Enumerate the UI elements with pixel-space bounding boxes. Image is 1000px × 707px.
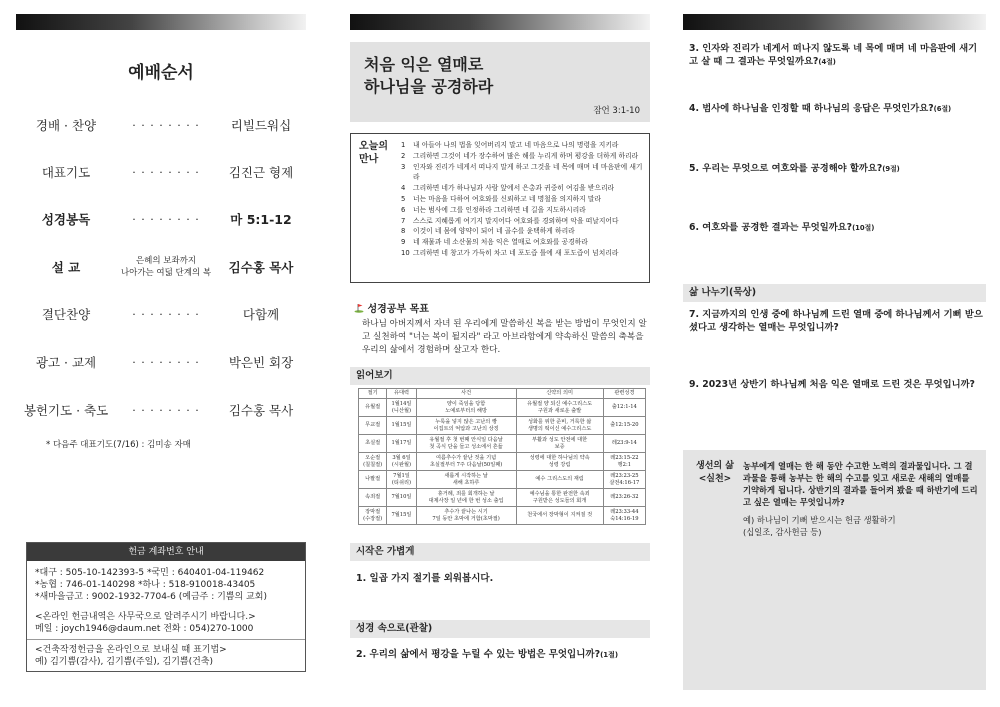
order-dots: · · · · · · · ·: [132, 118, 200, 132]
study-goal-title: [354, 300, 429, 315]
question-1: 1. 일곱 가지 절기를 외워봅시다.: [356, 573, 494, 584]
order-dots: · · · · · · · ·: [132, 165, 200, 179]
verse-row: 4 그리하면 네가 하나님과 사람 앞에서 은총과 귀중히 여김을 받으리라: [401, 184, 615, 193]
practice-box: [683, 450, 986, 690]
golf-flag-icon: [354, 303, 364, 313]
table-cell: 장막절 (수장절): [359, 507, 387, 525]
table-cell: 오순절 (칠칠절): [359, 453, 387, 471]
practice-example: 예) 하나님이 기뻐 받으시는 헌금 생활하기 (십일조, 감사헌금 등): [743, 515, 896, 537]
order-person: 김수홍 목사: [228, 260, 294, 275]
table-cell: 나팔절: [359, 471, 387, 489]
table-cell: 출12:15-20: [603, 417, 645, 435]
verse-row: 6 너는 범사에 그를 인정하라 그리하면 네 길을 지도하시리라: [401, 205, 586, 214]
verse-row: 3 인자와 진리가 네게서 떠나지 말게 하고 그것을 네 목에 매며 네 마음판에 새기라: [401, 162, 643, 182]
order-item: 성경봉독: [41, 212, 91, 227]
table-cell: 예수님을 통한 완전한 속죄 구원받은 성도들의 회개: [516, 489, 603, 507]
order-row-praise: [16, 110, 306, 140]
table-header-cell: 절기: [359, 389, 387, 399]
table-cell: 초실절: [359, 435, 387, 453]
order-row-announcements: [16, 347, 306, 377]
building-offering-note: <건축작정헌금을 온라인으로 보내실 때 표기법>: [35, 645, 227, 655]
question-4: 4. 범사에 하나님을 인정할 때 하나님의 응답은 무엇인가요?(6절): [689, 103, 952, 114]
order-person: 박은빈 회장: [228, 355, 294, 370]
table-cell: 속죄절: [359, 489, 387, 507]
sermon-title-line2: 하나님을 공경하라: [364, 77, 494, 96]
table-row: [359, 417, 646, 435]
sermon-title-box: [350, 42, 650, 122]
header-gradient-bar: [683, 14, 986, 30]
verse-row: 8 이것이 네 몸에 양약이 되어 네 골수를 윤택하게 하리라: [401, 227, 575, 236]
header-gradient-bar: [350, 14, 650, 30]
table-cell: 1월15일: [387, 417, 416, 435]
verse-row: 7 스스로 지혜롭게 여기지 말지어다 여호와를 경외하며 악을 떠날지어다: [401, 216, 619, 225]
order-item: 경배 · 찬양: [35, 118, 97, 133]
online-offering-note: <온라인 헌금내역은 사무국으로 알려주시기 바랍니다.>: [35, 612, 256, 622]
order-dots: · · · · · · · ·: [132, 307, 200, 321]
table-cell: 7월10일: [387, 489, 416, 507]
table-row: [359, 507, 646, 525]
daily-manna-box: [350, 133, 650, 283]
order-person: 다함께: [242, 307, 280, 322]
account-line: *새마을금고 : 9002-1932-7704-6 (예금주 : 기쁨의 교회): [35, 592, 267, 602]
verse-row: 1 내 아들아 나의 법을 잊어버리지 말고 네 마음으로 나의 명령을 지키라: [401, 141, 619, 149]
table-row: [359, 399, 646, 417]
verse-row: 2 그리하면 그것이 네가 장수하여 많은 해를 누리게 하며 평강을 더하게 하리라: [401, 151, 639, 160]
table-header-cell: 신약의 의미: [516, 389, 603, 399]
header-gradient-bar: [16, 14, 306, 30]
table-cell: 추수가 끝나는 시기 7일 동안 초막에 거함(초막절): [416, 507, 516, 525]
sermon-title-line1: 처음 익은 열매로: [364, 55, 484, 74]
table-cell: 3월 6일 (시완월): [387, 453, 416, 471]
table-header-cell: 관련성경: [603, 389, 645, 399]
question-3: 3. 인자와 진리가 네게서 떠나지 않도록 네 목에 매며 네 마음판에 새기고 살 때 그 결과는 무엇일까요?(4절): [689, 43, 978, 67]
table-cell: 1월14일 (니산월): [387, 399, 416, 417]
table-cell: 양이 죽임을 당함 노예로부터의 해방: [416, 399, 516, 417]
observation-section-header: 성경 속으로(관찰): [350, 620, 650, 638]
study-column: [350, 0, 650, 707]
order-row-response: [16, 299, 306, 329]
study-goal-label: 성경공부 목표: [367, 304, 429, 315]
worship-order-column: [16, 0, 306, 707]
table-cell: 레23:15-22 행2:1: [603, 453, 645, 471]
offering-account-header: 헌금 계좌번호 안내: [27, 543, 305, 561]
table-header-row: [359, 389, 646, 399]
order-dots: · · · · · · · ·: [132, 403, 200, 417]
verse-row: 9 네 재물과 네 소산물의 처음 익은 열매로 여호와를 공경하라: [401, 238, 588, 247]
feasts-table: [358, 388, 646, 525]
next-week-note: * 다음주 대표기도(7/16) : 김미송 자매: [46, 440, 191, 450]
table-cell: 휴거례, 죄를 회개하는 날 대제사장 일 년에 한 번 성소 출입: [416, 489, 516, 507]
order-item: 설 교: [51, 260, 81, 275]
reading-section-header: 읽어보기: [350, 367, 650, 385]
table-cell: 유월절: [359, 399, 387, 417]
table-cell: 7월1일 (티쉬리): [387, 471, 416, 489]
order-person: 리빌드워십: [230, 118, 292, 133]
order-row-sermon: [16, 252, 306, 282]
table-cell: 누룩을 넣지 않은 고난의 빵 이집트의 억압과 고난의 상징: [416, 417, 516, 435]
table-header-cell: 사건: [416, 389, 516, 399]
contact-line: 메일 : joych1946@daum.net 전화 : 054)270-1000: [35, 624, 254, 634]
table-cell: 무교절: [359, 417, 387, 435]
account-line: *농협 : 746-01-140298 *하나 : 518-910018-43405: [35, 580, 256, 590]
order-person: 김수홍 목사: [228, 403, 294, 418]
table-cell: 유월절 후 첫 번째 안식일 다음날 첫 곡식 단을 들고 성소에서 흔듦: [416, 435, 516, 453]
daily-manna-label: 오늘의 만나: [359, 141, 388, 165]
order-row-offering: [16, 395, 306, 425]
table-row: [359, 489, 646, 507]
table-cell: 부활과 성도 안전에 대한 보증: [516, 435, 603, 453]
order-person: 김진근 형제: [228, 165, 294, 180]
order-dots: · · · · · · · ·: [132, 355, 200, 369]
worship-order-title: 예배순서: [128, 63, 194, 83]
table-cell: 예수 그리스도의 재림: [516, 471, 603, 489]
account-line: *대구 : 505-10-142393-5 *국민 : 640401-04-119462: [35, 568, 265, 578]
offering-account-box: [26, 542, 306, 672]
table-cell: 천국에서 장막형이 지켜질 것: [516, 507, 603, 525]
table-cell: 성령에 대한 하나님의 약속 성령 강림: [516, 453, 603, 471]
order-dots: · · · · · · · ·: [132, 212, 200, 226]
order-item: 광고 · 교제: [35, 355, 97, 370]
verse-list: [401, 140, 643, 278]
order-row-prayer: [16, 157, 306, 187]
order-row-scripture: [16, 204, 306, 234]
question-5: 5. 우리는 무엇으로 여호와를 공경해야 할까요?(9절): [689, 163, 900, 174]
table-cell: 유월절 양 되신 예수그리스도 구원과 새로운 출발: [516, 399, 603, 417]
order-item: 봉헌기도 · 축도: [23, 403, 109, 418]
building-offering-example: 예) 김기쁨(감사), 김기쁨(주일), 김기쁨(건축): [35, 657, 213, 667]
scripture-reference: 잠언 3:1-10: [593, 106, 640, 116]
table-cell: 레23:9-14: [603, 435, 645, 453]
table-cell: 레23:26-32: [603, 489, 645, 507]
table-cell: 레23:23-25 살전4:16-17: [603, 471, 645, 489]
table-header-cell: 유대력: [387, 389, 416, 399]
table-cell: 새롭게 시작하는 날 새해 초하루: [416, 471, 516, 489]
table-row: [359, 453, 646, 471]
sermon-title: 은혜의 보좌까지 나아가는 여덟 단계의 복: [120, 256, 212, 278]
practice-label: 생선의 삶 <실천>: [696, 461, 734, 484]
study-goal-text: 하나님 아버지께서 자녀 된 우리에게 말씀하신 복을 받는 방법이 무엇인지 알고 실천하여 "너는 복이 될지라" 라고 아브라함에게 약속하신 말씀의 축복을 우리의 삶에서 경험하며 살고자 한다.: [362, 319, 647, 355]
order-item: 결단찬양: [41, 307, 91, 322]
verse-row: 5 너는 마음을 다하여 여호와를 신뢰하고 네 명철을 의지하지 말라: [401, 194, 601, 203]
table-cell: 1월17일: [387, 435, 416, 453]
table-cell: 출12:1-14: [603, 399, 645, 417]
practice-text: 농부에게 열매는 한 해 동안 수고한 노력의 결과물입니다. 그 결과물을 통해 농부는 한 해의 수고를 잊고 새로운 새해의 열매를 기약하게 됩니다. 상반기의 결과를 들어켜 봤을 때 하반기에 드리고 싶은 열매는 무엇입니까?: [743, 461, 978, 507]
question-7: 7. 지금까지의 인생 중에 하나님께 드린 열매 중에 하나님께서 기뻐 받으셨다고 생각하는 열매는 무엇입니까?: [689, 309, 983, 333]
table-cell: 7월15일: [387, 507, 416, 525]
table-cell: 레23:33-44 숙14:16-19: [603, 507, 645, 525]
start-section-header: 시작은 가볍게: [350, 543, 650, 561]
table-row: [359, 435, 646, 453]
questions-column: [683, 0, 986, 707]
table-cell: 여름추수가 끝난 것을 기념 초실절부터 7주 다음날(50일째): [416, 453, 516, 471]
order-item: 대표기도: [41, 165, 91, 180]
question-6: 6. 여호와를 공경한 결과는 무엇일까요?(10절): [689, 222, 875, 233]
verse-row: 10 그리하면 네 창고가 가득히 차고 네 포도즙 틀에 새 포도즙이 넘치리라: [401, 248, 619, 257]
question-2: 2. 우리의 삶에서 평강을 누릴 수 있는 방법은 무엇입니까?(1절): [356, 649, 619, 660]
question-9: 9. 2023년 상반기 하나님께 처음 익은 열매로 드린 것은 무엇입니까?: [689, 379, 975, 390]
order-person: 마 5:1-12: [230, 212, 292, 227]
share-section-header: 삶 나누기(묵상): [683, 284, 986, 302]
table-row: [359, 471, 646, 489]
table-cell: 성화를 위한 준비, 거룩한 삶 생명의 떡이신 예수그리스도: [516, 417, 603, 435]
